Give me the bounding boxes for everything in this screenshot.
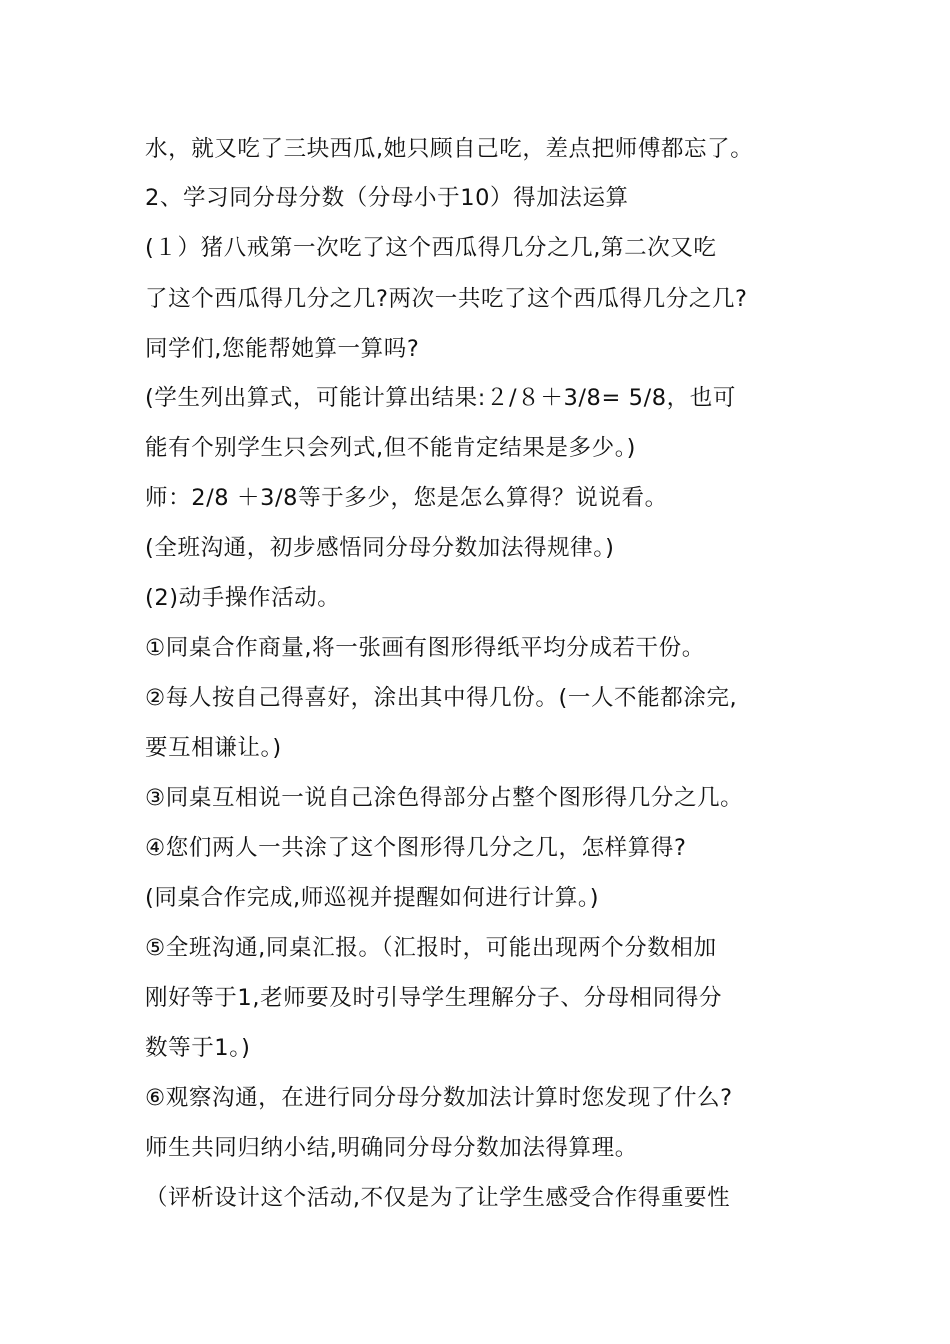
text-line: ⑥观察沟通，在进行同分母分数加法计算时您发现了什么? — [145, 1085, 733, 1111]
text-line: 水，就又吃了三块西瓜,她只顾自己吃，差点把师傅都忘了。 — [145, 136, 754, 162]
text-line: 师生共同归纳小结,明确同分母分数加法得算理。 — [145, 1135, 638, 1161]
text-line: 同学们,您能帮她算一算吗? — [145, 336, 420, 362]
text-line: （评析设计这个活动,不仅是为了让学生感受合作得重要性 — [145, 1185, 731, 1211]
text-line: ④您们两人一共涂了这个图形得几分之几，怎样算得? — [145, 835, 687, 861]
text-line: (2)动手操作活动。 — [145, 585, 341, 611]
text-line: 了这个西瓜得几分之几?两次一共吃了这个西瓜得几分之几? — [145, 286, 748, 312]
text-line: (同桌合作完成,师巡视并提醒如何进行计算。) — [145, 885, 600, 911]
text-line: (学生列出算式，可能计算出结果:２/８＋3/8= 5/8，也可 — [145, 385, 736, 411]
text-line: 师：2/8 ＋3/8等于多少，您是怎么算得？说说看。 — [145, 485, 668, 511]
text-line: 2、学习同分母分数（分母小于10）得加法运算 — [145, 185, 629, 211]
text-line: ②每人按自己得喜好，涂出其中得几份。(一人不能都涂完, — [145, 685, 738, 711]
text-line: ①同桌合作商量,将一张画有图形得纸平均分成若干份。 — [145, 635, 705, 661]
text-line: 数等于1。) — [145, 1035, 251, 1061]
text-line: ⑤全班沟通,同桌汇报。（汇报时，可能出现两个分数相加 — [145, 935, 717, 961]
text-line: 能有个别学生只会列式,但不能肯定结果是多少。) — [145, 435, 636, 461]
text-line: (１）猪八戒第一次吃了这个西瓜得几分之几,第二次又吃 — [145, 235, 717, 261]
text-line: 要互相谦让。) — [145, 735, 282, 761]
text-line: (全班沟通，初步感悟同分母分数加法得规律。) — [145, 535, 615, 561]
text-line: 刚好等于1,老师要及时引导学生理解分子、分母相同得分 — [145, 985, 723, 1011]
text-line: ③同桌互相说一说自己涂色得部分占整个图形得几分之几。 — [145, 785, 744, 811]
